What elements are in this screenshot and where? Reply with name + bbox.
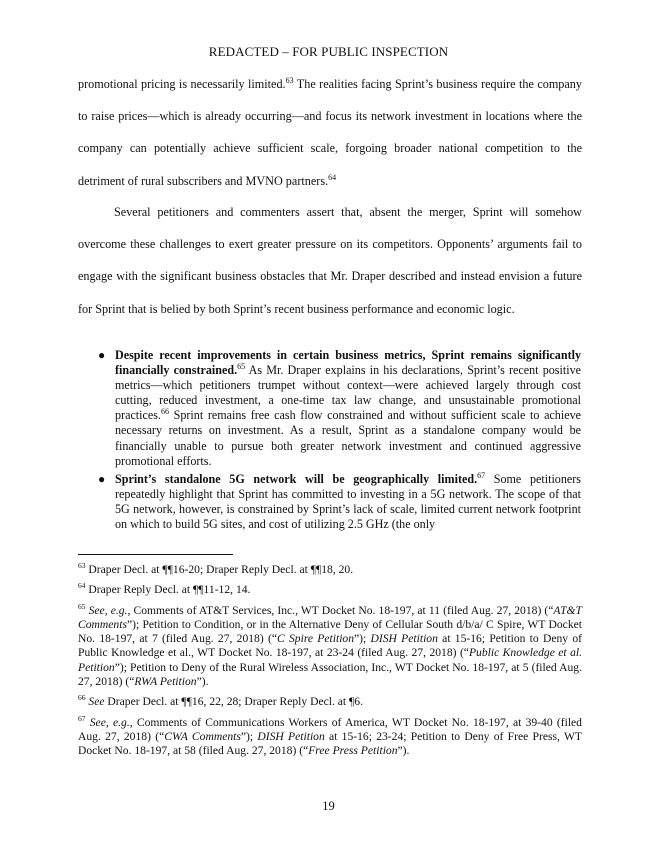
footnote-ref[interactable]: 67 bbox=[477, 470, 486, 480]
body-paragraph bbox=[78, 68, 582, 197]
citation-italic: See, e.g. bbox=[88, 603, 128, 617]
footnote-text bbox=[86, 695, 364, 708]
footnote bbox=[78, 583, 582, 597]
citation-italic: See, e.g. bbox=[89, 715, 130, 729]
citation-text: at 15-16; Petition to Deny of Public Knowledge et al., WT Docket No. 18-197, at 23-24 (filed Aug. 27, 2018) (“ bbox=[78, 632, 583, 660]
citation-italic: C Spire Petition bbox=[277, 632, 355, 646]
bullet-marker: ● bbox=[98, 348, 106, 362]
body-paragraph: Several petitioners and commenters assert that, absent the merger, Sprint will somehow overcome these challenges to exert greater pressure on its competitors. Opponents’ arguments fail to engage with the significant business obstacles that Mr. Draper described and instead envision a future for Sprint that is belied by both Sprint’s recent business performance and economic logic. bbox=[78, 205, 582, 316]
footnote-separator bbox=[78, 554, 233, 555]
bullet-text bbox=[115, 348, 581, 469]
footnote-number: 67 bbox=[78, 713, 86, 723]
page-header: REDACTED – FOR PUBLIC INSPECTION bbox=[208, 44, 449, 59]
citation-text: at 15-16; 23-24; Petition to Deny of Free Press, WT Docket No. 18-197, at 58 (filed Aug. 27, 2018) (“ bbox=[78, 729, 582, 758]
footnote-number: 65 bbox=[78, 601, 86, 611]
footnotes bbox=[78, 563, 582, 765]
bullet-body: Sprint remains free cash flow constrained and without sufficient scale to achieve necessary returns on investment. As a result, Sprint as a standalone company would be financially unable to pursue both greater network investment and continued aggressive promotional efforts. bbox=[115, 408, 581, 468]
footnote-text bbox=[78, 713, 582, 758]
footnote-number: 64 bbox=[78, 581, 86, 591]
bullet-heading: Despite recent improvements in certain business metrics, Sprint remains significantly financially constrained. bbox=[115, 348, 581, 378]
citation-text: ”). bbox=[397, 744, 410, 758]
citation-italic: Free Press Petition bbox=[308, 744, 398, 758]
citation-text: ”); Petition to Deny of the Rural Wireless Association, Inc., WT Docket No. 18-197, at 5 (filed Aug. 27, 2018) (“ bbox=[78, 660, 582, 689]
footnote-text: Draper Reply Decl. at ¶¶11-12, 14. bbox=[85, 583, 251, 597]
citation-italic: DISH Petition bbox=[257, 729, 325, 743]
footnote-ref[interactable]: 66 bbox=[161, 407, 169, 417]
citation-text: ”); bbox=[354, 632, 371, 646]
citation-italic: DISH Petition bbox=[370, 632, 438, 646]
footnote-number: 66 bbox=[78, 693, 86, 703]
citation-text: ”). bbox=[196, 675, 209, 689]
footnote bbox=[78, 601, 583, 690]
footnote-text bbox=[78, 601, 583, 689]
citation-italic: Public Knowledge et al. Petition bbox=[78, 646, 583, 674]
bullet-body: Some petitioners repeatedly highlight that Sprint has committed to investing in a 5G network. The scope of that 5G network, however, is constrained by Sprint’s lack of scale, limited current network footprint on which to build 5G sites, and cost of utilizing 2.5 GHz (the only bbox=[115, 472, 582, 532]
citation-italic: AT&T Comments bbox=[78, 603, 582, 631]
footnote-ref[interactable]: 65 bbox=[237, 362, 246, 372]
paragraph-text: The realities facing Sprint’s business require the company to raise prices—which is already occurring—and focus its network investment in locations where the company can potentially achieve sufficient scale, forgoing broader national competition to the detriment of rural subscribers and MVNO partners. bbox=[78, 77, 582, 188]
citation-italic: RWA Petition bbox=[134, 675, 197, 689]
bullet-text bbox=[115, 472, 581, 532]
footnote-text: Draper Decl. at ¶¶16-20; Draper Reply Decl. at ¶¶18, 20. bbox=[85, 563, 354, 576]
footnote bbox=[78, 695, 582, 709]
citation-italic: CWA Comments bbox=[164, 729, 241, 743]
footnote-ref[interactable]: 64 bbox=[328, 172, 337, 182]
bullet-marker: ● bbox=[98, 472, 106, 486]
page-number: 19 bbox=[322, 799, 335, 813]
citation-italic: See bbox=[88, 695, 105, 709]
footnote bbox=[78, 713, 582, 759]
bullet-body: As Mr. Draper explains in his declarations, Sprint’s recent positive metrics—which petitioners trumpet without context—were achieved largely through cost cutting, reduced investment, a one-time tax law change, and unsustainable promotional practices. bbox=[115, 363, 581, 423]
citation-text: , Comments of AT&T Services, Inc., WT Docket No. 18-197, at 11 (filed Aug. 27, 2018) (“ bbox=[127, 603, 554, 617]
citation-text: , Comments of Communications Workers of America, WT Docket No. 18-197, at 39-40 (filed Aug. 27, 2018) (“ bbox=[78, 715, 582, 743]
footnote-number: 63 bbox=[78, 561, 86, 571]
citation-text: ”); Petition to Condition, or in the Alternative Deny of Cellular South d/b/a/ C Spire, WT Docket No. 18-197, at 7 (filed Aug. 27, 2018) (“ bbox=[78, 617, 582, 646]
paragraph-text: promotional pricing is necessarily limited. bbox=[78, 77, 286, 91]
citation-text: ”); bbox=[240, 729, 258, 743]
bullet-heading: Sprint’s standalone 5G network will be geographically limited. bbox=[115, 472, 478, 486]
citation-text: Draper Decl. at ¶¶16, 22, 28; Draper Reply Decl. at ¶6. bbox=[104, 695, 363, 709]
footnote-ref[interactable]: 63 bbox=[285, 75, 294, 85]
footnote bbox=[78, 563, 582, 577]
